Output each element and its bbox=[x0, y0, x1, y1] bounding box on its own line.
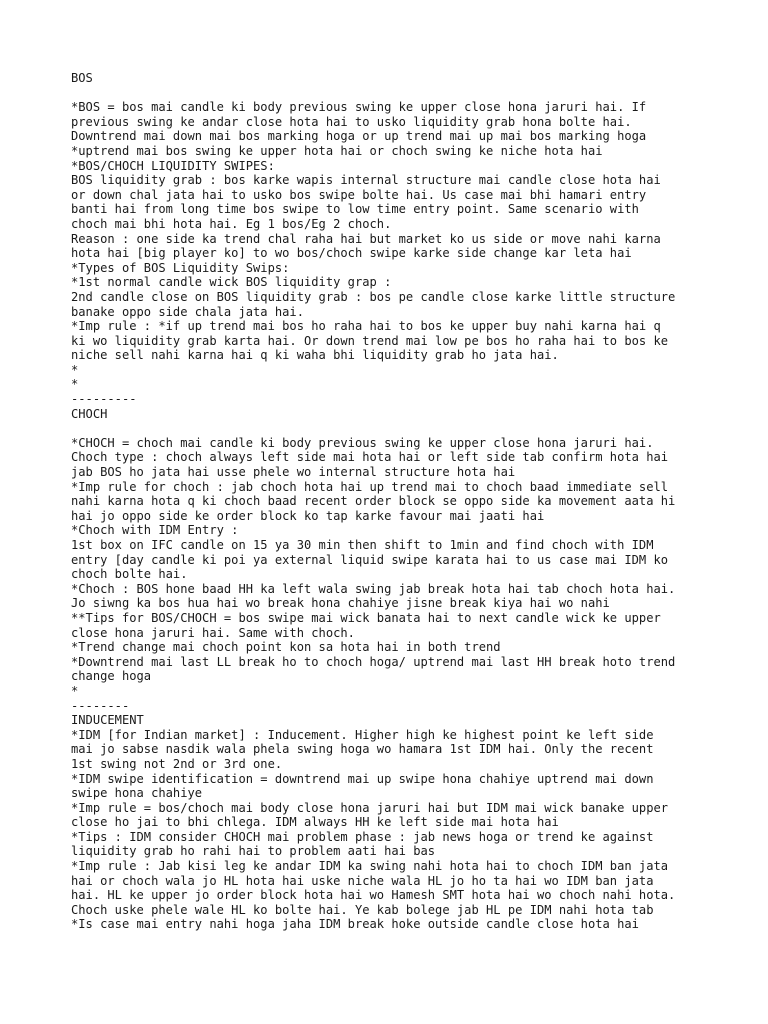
document-text-line: *BOS = bos mai candle ki body previous swing ke upper close hona jaruri hai. If bbox=[71, 100, 647, 115]
document-text-line: 2nd candle close on BOS liquidity grab : bos pe candle close karke little structure bbox=[71, 289, 676, 304]
document-text-line: previous swing ke andar close hota hai to usko liquidity grab hona bolte hai. bbox=[71, 114, 632, 129]
document-text-line: jab BOS ho jata hai usse phele wo internal structure hota hai bbox=[71, 465, 516, 480]
document-text-line: *Types of BOS Liquidity Swips: bbox=[71, 260, 290, 275]
document-text-line: Jo siwng ka bos hua hai wo break hona chahiye jisne break kiya hai wo nahi bbox=[71, 596, 610, 611]
document-text-line: INDUCEMENT bbox=[71, 713, 144, 728]
document-text-line: * bbox=[71, 683, 79, 698]
document-text-line: hota hai [big player ko] to wo bos/choch swipe karke side change kar leta hai bbox=[71, 246, 632, 261]
document-text-line: entry [day candle ki poi ya external liquid swipe karata hai to us case mai IDM ko bbox=[71, 552, 669, 567]
document-text-line: banti hai from long time bos swipe to low time entry point. Same scenario with bbox=[71, 202, 639, 217]
document-text-line: niche sell nahi karna hai q ki waha bhi liquidity grab ho jata hai. bbox=[71, 348, 559, 363]
document-text-line: Downtrend mai down mai bos marking hoga or up trend mai up mai bos marking hoga bbox=[71, 129, 647, 144]
document-text-line: Reason : one side ka trend chal raha hai but market ko us side or move nahi karna bbox=[71, 231, 661, 246]
document-text-line: nahi karna hota q ki choch baad recent order block se oppo side ka movement aata hi bbox=[71, 494, 676, 509]
document-text-line: *BOS/CHOCH LIQUIDITY SWIPES: bbox=[71, 158, 275, 173]
document-text-line: * bbox=[71, 377, 79, 392]
document-text-line: Choch uske phele wale HL ko bolte hai. Ye kab bolege jab HL pe IDM nahi hota tab bbox=[71, 902, 654, 917]
document-text-line: hai or choch wala jo HL hota hai uske niche wala HL jo ho ta hai wo IDM ban jata bbox=[71, 873, 654, 888]
document-text-line: close hona jaruri hai. Same with choch. bbox=[71, 625, 355, 640]
document-text-line: BOS bbox=[71, 71, 93, 85]
document-text-line bbox=[71, 421, 751, 436]
document-page bbox=[71, 71, 751, 932]
document-text-line: Choch type : choch always left side mai hota hai or left side tab confirm hota hai bbox=[71, 450, 669, 465]
document-text-line: *1st normal candle wick BOS liquidity grap : bbox=[71, 275, 392, 290]
document-text-line: --------- bbox=[71, 392, 137, 407]
document-text-line: -------- bbox=[71, 698, 130, 713]
document-text-line: *Tips : IDM consider CHOCH mai problem phase : jab news hoga or trend ke against bbox=[71, 829, 654, 844]
document-text-line: *Imp rule : Jab kisi leg ke andar IDM ka swing nahi hota hai to choch IDM ban jata bbox=[71, 859, 669, 874]
document-text-line: *CHOCH = choch mai candle ki body previous swing ke upper close hona jaruri hai. bbox=[71, 435, 654, 450]
document-text-line: choch mai bhi hota hai. Eg 1 bos/Eg 2 choch. bbox=[71, 216, 392, 231]
document-text-line: close ho jai to bhi chlega. IDM always HH ke left side mai hota hai bbox=[71, 815, 559, 830]
document-text-line: liquidity grab ho rahi hai to problem aati hai bas bbox=[71, 844, 436, 859]
document-text-line: swipe hona chahiye bbox=[71, 786, 203, 801]
document-text-line: change hoga bbox=[71, 669, 152, 684]
document-text-line: or down chal jata hai to usko bos swipe bolte hai. Us case mai bhi hamari entry bbox=[71, 187, 647, 202]
document-text-line: *IDM swipe identification = downtrend mai up swipe hona chahiye uptrend mai down bbox=[71, 771, 654, 786]
document-text-line: CHOCH bbox=[71, 406, 108, 421]
document-text-line: *Downtrend mai last LL break ho to choch hoga/ uptrend mai last HH break hoto trend bbox=[71, 654, 676, 669]
document-text-line: choch bolte hai. bbox=[71, 567, 188, 582]
document-text-line: BOS liquidity grab : bos karke wapis internal structure mai candle close hota hai bbox=[71, 173, 661, 188]
document-text-line bbox=[71, 86, 751, 101]
document-text-line: *Trend change mai choch point kon sa hota hai in both trend bbox=[71, 640, 501, 655]
document-text-line: hai jo oppo side ke order block ko tap karke favour mai jaati hai bbox=[71, 508, 545, 523]
document-text-line: hai. HL ke upper jo order block hota hai wo Hamesh SMT hota hai wo choch nahi hota. bbox=[71, 888, 676, 903]
document-text-line: *Imp rule : *if up trend mai bos ho raha hai to bos ke upper buy nahi karna hai q bbox=[71, 319, 661, 334]
document-text-line: 1st swing not 2nd or 3rd one. bbox=[71, 756, 283, 771]
document-text-line: **Tips for BOS/CHOCH = bos swipe mai wick banata hai to next candle wick ke upper bbox=[71, 610, 661, 625]
document-text-line: *Imp rule for choch : jab choch hota hai up trend mai to choch baad immediate sell bbox=[71, 479, 669, 494]
document-text-line: *Choch : BOS hone baad HH ka left wala swing jab break hota hai tab choch hota hai. bbox=[71, 581, 676, 596]
document-text-line: *Is case mai entry nahi hoga jaha IDM break hoke outside candle close hota hai bbox=[71, 917, 639, 932]
document-text-line: * bbox=[71, 362, 79, 377]
document-text-line: *Choch with IDM Entry : bbox=[71, 523, 239, 538]
document-text-line: *uptrend mai bos swing ke upper hota hai or choch swing ke niche hota hai bbox=[71, 143, 603, 158]
document-text-line: *IDM [for Indian market] : Inducement. Higher high ke highest point ke left side bbox=[71, 727, 654, 742]
document-text-line: *Imp rule = bos/choch mai body close hona jaruri hai but IDM mai wick banake upper bbox=[71, 800, 669, 815]
document-text-line: mai jo sabse nasdik wala phela swing hoga wo hamara 1st IDM hai. Only the recent bbox=[71, 742, 654, 757]
document-text-line: ki wo liquidity grab karta hai. Or down trend mai low pe bos ho raha hai to bos ke bbox=[71, 333, 669, 348]
document-text-line: banake oppo side chala jata hai. bbox=[71, 304, 304, 319]
document-text-line: 1st box on IFC candle on 15 ya 30 min then shift to 1min and find choch with IDM bbox=[71, 538, 654, 552]
